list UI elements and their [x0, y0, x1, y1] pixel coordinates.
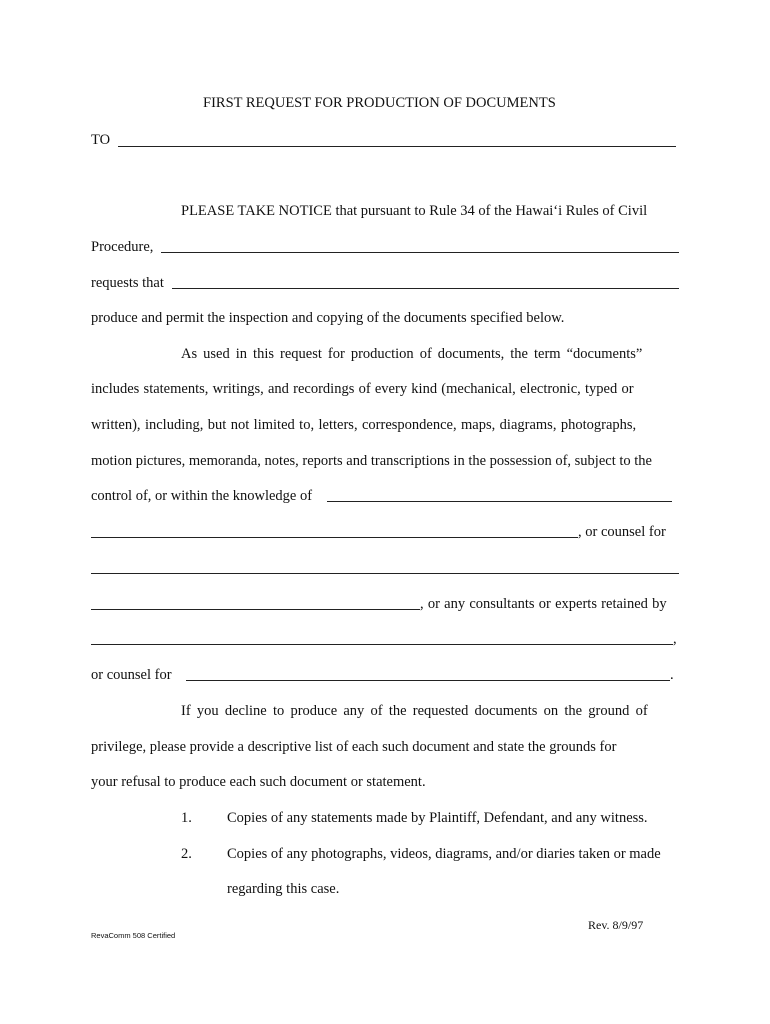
produce-line: produce and permit the inspection and copying of the documents specified below.: [91, 310, 565, 326]
revision-date: Rev. 8/9/97: [588, 918, 644, 932]
procedure-label: Procedure,: [91, 239, 154, 255]
retained-by-blank-line[interactable]: [91, 644, 673, 645]
to-label: TO: [91, 132, 111, 148]
item-1-text: Copies of any statements made by Plaintiff, Defendant, and any witness.: [227, 810, 648, 826]
or-counsel-for-blank-line[interactable]: [186, 680, 670, 681]
requests-blank-line[interactable]: [172, 288, 679, 289]
definition-line-4: motion pictures, memoranda, notes, reports and transcriptions in the possession of, subject to the: [91, 453, 652, 469]
privilege-line-1: If you decline to produce any of the requested documents on the ground of: [181, 703, 648, 719]
counsel-for-suffix: , or counsel for: [578, 524, 666, 540]
item-2-text: Copies of any photographs, videos, diagrams, and/or diaries taken or made: [227, 846, 661, 862]
counsel-blank-line[interactable]: [91, 573, 679, 574]
notice-line: PLEASE TAKE NOTICE that pursuant to Rule 34 of the Hawai‘i Rules of Civil: [181, 203, 648, 219]
procedure-blank-line[interactable]: [161, 252, 679, 253]
definition-line-1: As used in this request for production of documents, the term “documents”: [181, 346, 643, 362]
document-title: FIRST REQUEST FOR PRODUCTION OF DOCUMENTS: [203, 95, 556, 111]
retained-by-comma: ,: [673, 631, 677, 647]
item-2-text-continued: regarding this case.: [227, 881, 340, 897]
item-1-number: 1.: [181, 810, 192, 826]
or-counsel-for-period: .: [670, 667, 674, 683]
party-blank-line[interactable]: [91, 537, 578, 538]
definition-line-2: includes statements, writings, and recordings of every kind (mechanical, electronic, typed or: [91, 381, 634, 397]
control-label: control of, or within the knowledge of: [91, 488, 313, 504]
requests-label: requests that: [91, 275, 164, 291]
or-counsel-for-label: or counsel for: [91, 667, 172, 683]
privilege-line-2: privilege, please provide a descriptive list of each such document and state the grounds for: [91, 739, 617, 755]
consultant-party-blank-line[interactable]: [91, 609, 420, 610]
to-blank-line[interactable]: [118, 146, 676, 147]
control-blank-line[interactable]: [327, 501, 672, 502]
item-2-number: 2.: [181, 846, 192, 862]
definition-line-3: written), including, but not limited to, letters, correspondence, maps, diagrams, photographs,: [91, 417, 637, 433]
privilege-line-3: your refusal to produce each such document or statement.: [91, 774, 426, 790]
footer-note: RevaComm 508 Certified: [91, 931, 176, 940]
consultants-suffix: , or any consultants or experts retained by: [420, 596, 667, 612]
